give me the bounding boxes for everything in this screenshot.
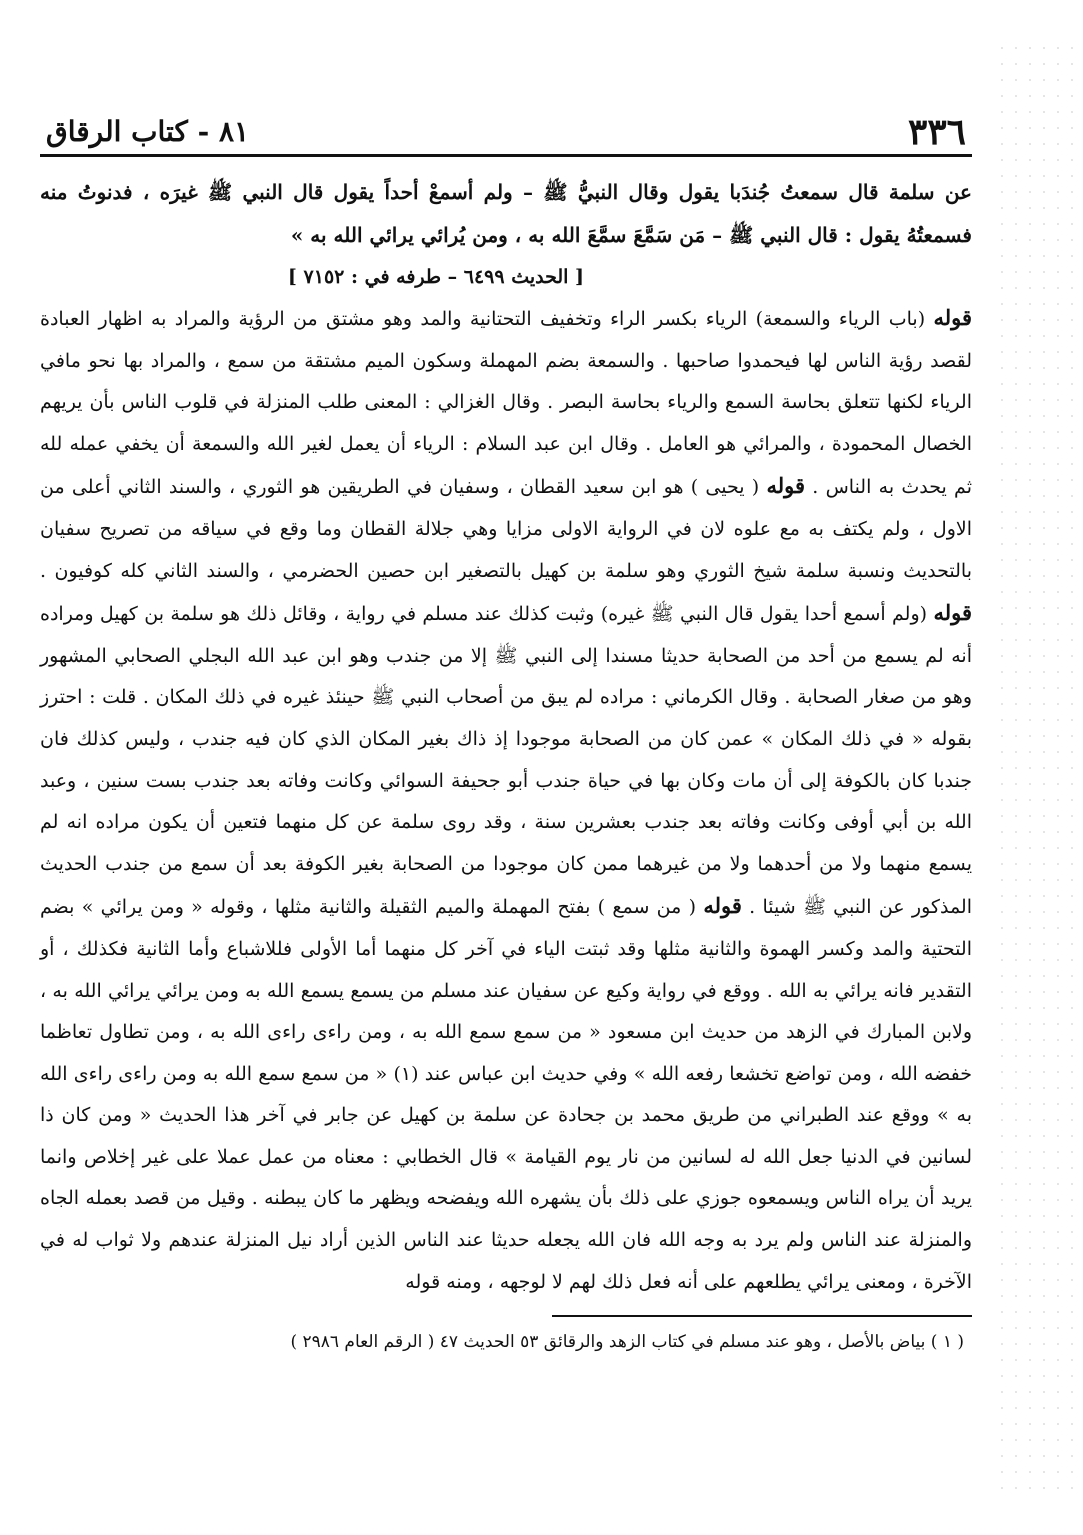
commentary-block [40,297,972,1303]
commentary-lead: قوله [703,893,742,919]
book-title: ٨١ - كتاب الرقاق [46,115,250,148]
footnote: ( ١ ) بياض بالأصل ، وهو عند مسلم في كتاب الزهد والرقائق ٥٣ الحديث ٤٧ ( الرقم العام ٢٩٨٦ ) [290,1332,964,1353]
footnote-divider [552,1315,972,1317]
commentary-text: ( يحيى ) هو ابن سعيد القطان ، وسفيان في الطريقين هو الثوري ، والسند الثاني أعلى من الاول ، ولم يكتف به مع علوه لان في الرواية الاولى مزايا وهي جلالة القطان وما وقع في سياقه من تصريح سفيان بالتحديث ونسبة سلمة شيخ الثوري وهو سلمة بن كهيل بالتصغير ابن حصين الحضرمي ، والسند الثاني كله كوفيون . [40,476,972,582]
page-number: ٣٣٦ [907,111,966,153]
hadith-text: عن سلمة قال سمعتُ جُندَبا يقول وقال النبيُّ ﷺ – ولم أسمعْ أحداً يقول قال النبي ﷺ غيرَه ، فدنوتُ منه فسمعتُهُ يقول : قال النبي ﷺ – مَن سَمَّعَ سمَّعَ الله به ، ومن يُرائي يرائي الله به » [40,180,972,247]
hadith-reference: [ الحديث ٦٤٩٩ – طرفه في : ٧١٥٢ ] [287,266,585,288]
commentary-lead: قوله [933,305,972,330]
margin-speckle [995,40,1075,1500]
commentary-paragraph [40,297,972,1303]
commentary-lead: قوله [766,473,806,499]
document-page [40,108,972,1359]
page-header [40,108,972,157]
hadith-block [40,171,972,297]
commentary-text: (باب الرياء والسمعة) الرياء بكسر الراء وتخفيف التحتانية والمد وهو مشتق من الرؤية والمراد به اظهار العبادة لقصد رؤية الناس لها فيحمدوا صاحبها . والسمعة بضم المهملة وسكون الميم مشتقة من سمع ، والمراد بها نحو مافي الرياء لكنها تتعلق بحاسة السمع والرياء بحاسة البصر . وقال الغزالي : المعنى طلب المنزلة في قلوب الناس بأن يريهم الخصال المحمودة ، والمرائي هو العامل . وقال ابن عبد السلام : الرياء أن يعمل لغير الله والسمعة أن يخفي عمله لله ثم يحدث به الناس . [40,308,972,499]
commentary-text: ( من سمع ) بفتح المهملة والميم الثقيلة والثانية مثلها ، وقوله « ومن يرائي » بضم التحتية والمد وكسر الهموة والثانية مثلها وقد ثبتت الياء في آخر كل منهما أما الأولى فللاشباع وأما الثانية فكذلك ، أو التقدير فانه يرائي به الله . ووقع في رواية وكيع عن سفيان عند مسلم من يسمع يسمع الله به ومن يرائي يرائي الله به ، ولابن المبارك في الزهد من حديث ابن مسعود « من سمع سمع الله به ، ومن راءى راءى الله به ، ومن تطاول تعاظما خفضه الله ، ومن تواضع تخشعا رفعه الله » وفي حديث ابن عباس عند (١) « من سمع سمع الله به ومن راءى راءى الله به » ووقع عند الطبراني من طريق محمد بن جحادة عن سلمة بن كهيل عن جابر في آخر هذا الحديث « ومن كان ذا لسانين في الدنيا جعل الله له لسانين من نار يوم القيامة » قال الخطابي : معناه من عمل عملا على غير إخلاص وانما يريد أن يراه الناس ويسمعوه جوزي على ذلك بأن يشهره الله ويفضحه ويظهر ما كان يبطنه . وقيل من قصد بعمله الجاه والمنزلة عند الناس ولم يرد به وجه الله فان الله يجعله حديثا عند الناس الذين أراد نيل المنزلة عندهم ولا ثواب له في الآخرة ، ومعنى يرائي يطلعهم على أنه فعل ذلك لهم لا لوجهه ، ومنه قوله [40,896,972,1293]
commentary-text: (ولم أسمع أحدا يقول قال النبي ﷺ غيره) وثبت كذلك عند مسلم في رواية ، وقائل ذلك هو سلمة بن كهيل ومراده أنه لم يسمع من أحد من الصحابة حديثا مسندا إلى النبي ﷺ إلا من جندب وهو ابن عبد الله البجلي الصحابي المشهور وهو من صغار الصحابة . وقال الكرماني : مراده لم يبق من أصحاب النبي ﷺ حينئذ غيره في ذلك المكان . قلت : احترز بقوله « في ذلك المكان » عمن كان من الصحابة موجودا إذ ذاك بغير المكان الذي كان فيه جندب ، وليس كذلك فان جندبا كان بالكوفة إلى أن مات وكان بها في حياة جندب أبو جحيفة السوائي وكانت وفاته بعد جندب بست سنين ، وعبد الله بن أبي أوفى وكانت وفاته بعد جندب بعشرين سنة ، وقد روى سلمة عن كل منهما فتعين أن يكون مراده انه لم يسمع منهما ولا من أحدهما ولا من غيرهما ممن كان موجودا من الصحابة بغير الكوفة بعد أن سمع من جندب الحديث المذكور عن النبي ﷺ شيئا . [40,603,972,919]
commentary-lead: قوله [933,600,972,626]
